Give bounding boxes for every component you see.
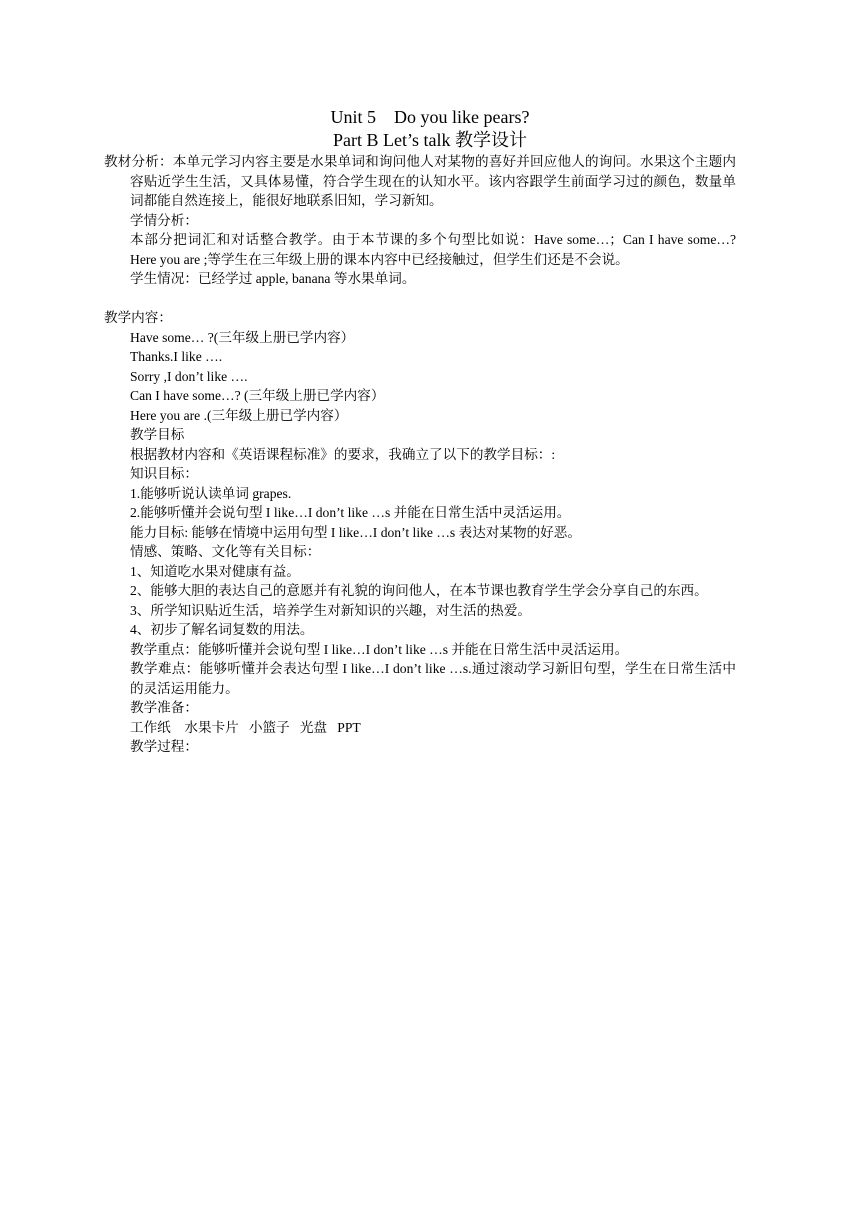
knowledge-heading: 知识目标： xyxy=(130,466,198,481)
emotion-item: 2、能够大胆的表达自己的意愿并有礼貌的询问他人，在本节课也教育学生学会分享自己的东西。 xyxy=(130,583,708,598)
emotion-item: 3、所学知识贴近生活，培养学生对新知识的兴趣，对生活的热爱。 xyxy=(130,602,532,618)
content-item: Sorry ,I don’t like …. xyxy=(130,368,248,384)
content-item: Can I have some…? (三年级上册已学内容） xyxy=(130,388,385,403)
analysis-learner-heading: 学情分析： xyxy=(130,212,198,228)
process-heading: 教学过程： xyxy=(130,739,198,754)
objectives-heading: 教学目标 xyxy=(130,427,185,442)
prep-items: 工作纸 水果卡片 小篮子 光盘 PPT xyxy=(130,719,361,735)
emotion-heading: 情感、策略、文化等有关目标： xyxy=(130,544,321,559)
learner-situation: 学生情况：已经学过 apple, banana 等水果单词。 xyxy=(130,271,416,286)
emotion-item: 4、初步了解名词复数的用法。 xyxy=(130,622,314,637)
ability-goal: 能力目标: 能够在情境中运用句型 I like…I don’t like …s 表达对某物的好恶。 xyxy=(130,524,581,540)
emotion-item: 1、知道吃水果对健康有益。 xyxy=(130,563,300,579)
analysis-material: 教材分析：本单元学习内容主要是水果单词和询问他人对某物的喜好并回应他人的询问。水果这个主题内容贴近学生生活，又具体易懂，符合学生现在的认知水平。该内容跟学生前面学习过的颜色，数量单词都能自然连接上，能很好地联系旧知，学习新知。 xyxy=(104,154,736,208)
content-item: Have some… ?(三年级上册已学内容） xyxy=(130,329,355,345)
difficult-point: 教学难点：能够听懂并会表达句型 I like…I don’t like …s.通过滚动学习新旧句型，学生在日常生活中的灵活运用能力。 xyxy=(130,661,736,696)
title-part: Part B Let’s talk 教学设计 xyxy=(333,130,527,150)
prep-heading: 教学准备： xyxy=(130,700,198,715)
objectives-intro: 根据教材内容和《英语课程标准》的要求，我确立了以下的教学目标：: xyxy=(130,446,556,462)
knowledge-item: 2.能够听懂并会说句型 I like…I don’t like …s 并能在日常生活中灵活运用。 xyxy=(130,505,571,520)
document-body xyxy=(104,152,736,757)
document-title xyxy=(0,106,860,152)
content-item: Here you are .(三年级上册已学内容） xyxy=(130,407,348,423)
analysis-learner-text: 本部分把词汇和对话整合教学。由于本节课的多个句型比如说：Have some…；Can I have some…? Here you are ;等学生在三年级上册的课本内容中已经接触过，但学生们还是不会说。 xyxy=(130,232,736,267)
content-item: Thanks.I like …. xyxy=(130,349,223,364)
blank-line xyxy=(104,289,736,309)
title-unit: Unit 5 Do you like pears? xyxy=(330,107,530,127)
knowledge-item: 1.能够听说认读单词 grapes. xyxy=(130,485,292,501)
content-heading: 教学内容： xyxy=(104,310,172,325)
key-point: 教学重点：能够听懂并会说句型 I like…I don’t like …s 并能在日常生活中灵活运用。 xyxy=(130,641,629,657)
